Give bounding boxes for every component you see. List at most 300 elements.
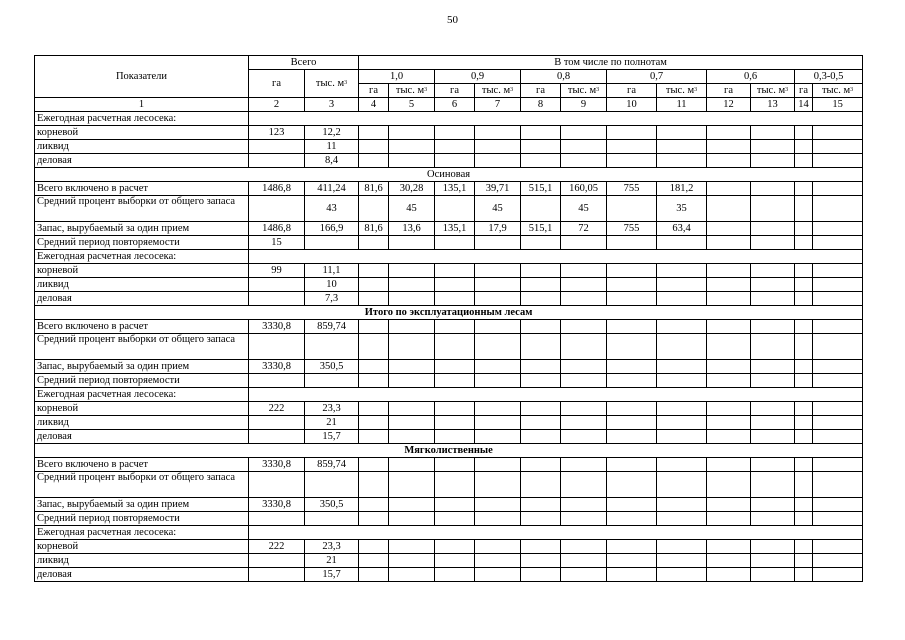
table-cell [751,402,795,416]
table-cell [249,374,305,388]
table-cell [607,568,657,582]
table-row [35,264,863,278]
table-cell [359,278,389,292]
table-cell [751,416,795,430]
table-cell [707,512,751,526]
table-cell: 23,3 [305,402,359,416]
table-cell [607,264,657,278]
unit-volume-3 [561,84,607,98]
table-cell [707,140,751,154]
table-cell [813,472,863,498]
table-cell [707,126,751,140]
table-cell [607,154,657,168]
header-by-density: В том числе по полнотам [359,56,863,70]
unit-ha-1: га [359,84,389,98]
table-row [35,182,863,196]
table-cell [249,154,305,168]
table-row [35,320,863,334]
header-density-3: 0,8 [521,70,607,84]
table-cell [561,292,607,306]
table-cell [435,236,475,250]
table-row [35,554,863,568]
row-label: Ежегодная расчетная лесосека: [35,112,249,126]
table-cell [359,402,389,416]
table-cell [707,182,751,196]
table-row [35,250,863,264]
table-cell [475,540,521,554]
table-cell [475,126,521,140]
table-cell [521,416,561,430]
unit-volume-text: тыс. м [567,84,597,96]
table-cell [521,292,561,306]
table-cell [389,540,435,554]
unit-volume-4 [657,84,707,98]
table-cell-empty [249,388,863,402]
table-cell [561,402,607,416]
table-cell [657,430,707,444]
table-row [35,472,863,498]
table-cell [435,554,475,568]
table-cell [795,512,813,526]
table-cell [751,126,795,140]
table-cell [561,126,607,140]
table-cell [475,430,521,444]
table-cell [389,264,435,278]
table-cell [657,402,707,416]
table-cell [475,154,521,168]
volume-unit-sup: 3 [344,79,348,86]
table-row [35,498,863,512]
table-cell [305,236,359,250]
table-row [35,196,863,222]
table-cell [607,140,657,154]
table-cell [475,320,521,334]
table-cell [521,430,561,444]
table-cell: 17,9 [475,222,521,236]
table-cell [751,430,795,444]
row-label: ликвид [35,416,249,430]
table-cell: 72 [561,222,607,236]
table-cell [751,568,795,582]
table-row [35,154,863,168]
table-cell [249,140,305,154]
table-cell [751,540,795,554]
row-label: Запас, вырубаемый за один прием [35,360,249,374]
table-cell [607,360,657,374]
table-cell: 7,3 [305,292,359,306]
table-cell: 135,1 [435,182,475,196]
column-number-13: 13 [751,98,795,112]
table-cell [707,416,751,430]
table-cell [607,458,657,472]
table-cell [607,320,657,334]
table-row [35,222,863,236]
table-cell [435,416,475,430]
table-cell: 35 [657,196,707,222]
table-row [35,430,863,444]
table-cell [813,196,863,222]
unit-volume-sup: 3 [850,86,854,93]
table-cell [521,498,561,512]
table-cell [475,292,521,306]
table-cell [389,334,435,360]
table-cell [249,334,305,360]
table-cell [389,320,435,334]
table-cell: 859,74 [305,458,359,472]
table-cell: 859,74 [305,320,359,334]
row-label: ликвид [35,554,249,568]
table-cell [657,416,707,430]
table-cell [359,498,389,512]
table-cell: 43 [305,196,359,222]
table-cell [707,196,751,222]
table-cell: 3330,8 [249,498,305,512]
table-row [35,360,863,374]
table-cell [249,472,305,498]
table-cell [475,472,521,498]
table-row [35,512,863,526]
column-number-3: 3 [305,98,359,112]
table-cell [707,334,751,360]
table-cell [795,334,813,360]
table-cell [475,554,521,568]
table-cell [435,320,475,334]
table-cell: 39,71 [475,182,521,196]
table-cell: 160,05 [561,182,607,196]
table-cell [751,360,795,374]
table-cell [359,334,389,360]
table-cell: 99 [249,264,305,278]
table-cell: 1486,8 [249,222,305,236]
table-cell [475,512,521,526]
table-cell [607,292,657,306]
table-cell [795,140,813,154]
table-cell [795,236,813,250]
table-cell [359,458,389,472]
table-cell [657,512,707,526]
table-cell [751,140,795,154]
table-cell [435,126,475,140]
row-label: деловая [35,292,249,306]
table-cell [475,334,521,360]
table-row [35,388,863,402]
table-cell [359,540,389,554]
table-cell [249,292,305,306]
table-cell [813,498,863,512]
table-cell [707,472,751,498]
table-cell [813,236,863,250]
column-number-1: 1 [35,98,249,112]
table-cell [521,402,561,416]
table-cell: 515,1 [521,222,561,236]
table-cell: 222 [249,540,305,554]
table-cell [435,154,475,168]
table-cell [607,374,657,388]
table-cell [305,374,359,388]
unit-volume-sup: 3 [596,86,600,93]
table-cell [435,472,475,498]
row-label: Средний период повторяемости [35,512,249,526]
table-row [35,526,863,540]
table-cell [359,554,389,568]
table-cell [795,360,813,374]
table-cell [813,568,863,582]
table-cell [707,360,751,374]
table-cell [389,360,435,374]
table-cell [561,154,607,168]
table-cell [359,568,389,582]
table-cell [707,540,751,554]
table-cell: 350,5 [305,360,359,374]
table-cell [359,126,389,140]
table-cell: 11 [305,140,359,154]
table-cell [657,292,707,306]
table-cell [521,374,561,388]
table-cell [751,236,795,250]
row-label: Ежегодная расчетная лесосека: [35,250,249,264]
table-cell [389,236,435,250]
table-cell [813,554,863,568]
table-cell: 3330,8 [249,458,305,472]
table-cell [657,360,707,374]
table-cell [435,278,475,292]
table-cell [795,292,813,306]
row-label: Средний период повторяемости [35,236,249,250]
section-row [35,306,863,320]
table-cell [795,540,813,554]
table-cell [475,278,521,292]
table-cell [561,360,607,374]
table-cell [389,512,435,526]
table-cell [795,222,813,236]
table-cell [435,374,475,388]
unit-volume-2 [475,84,521,98]
table-cell [475,416,521,430]
table-cell [521,472,561,498]
table-cell [795,416,813,430]
table-cell [359,140,389,154]
table-cell [795,154,813,168]
table-cell: 15,7 [305,568,359,582]
table-cell [657,374,707,388]
table-cell [795,374,813,388]
table-cell [813,360,863,374]
table-cell: 8,4 [305,154,359,168]
table-cell [249,196,305,222]
table-cell: 755 [607,182,657,196]
table-cell [521,334,561,360]
table-row [35,540,863,554]
table-cell: 755 [607,222,657,236]
table-cell [795,402,813,416]
table-cell-empty [249,112,863,126]
table-cell: 166,9 [305,222,359,236]
table-cell [813,334,863,360]
column-number-14: 14 [795,98,813,112]
table-cell [607,126,657,140]
table-cell [607,402,657,416]
table-cell [521,320,561,334]
table-cell [813,154,863,168]
table-cell [521,264,561,278]
table-cell [359,292,389,306]
unit-volume-text: тыс. м [756,84,786,96]
section-title: Мягколиственные [35,444,863,458]
column-number-8: 8 [521,98,561,112]
column-numbers-row [35,98,863,112]
table-cell [249,430,305,444]
table-cell [751,278,795,292]
table-cell [657,554,707,568]
table-cell [561,458,607,472]
row-label: Средний период повторяемости [35,374,249,388]
section-title: Осиновая [35,168,863,182]
table-cell [795,196,813,222]
table-cell [607,512,657,526]
table-cell [435,430,475,444]
unit-ha-2: га [435,84,475,98]
row-label: деловая [35,154,249,168]
table-cell [249,416,305,430]
table-cell [657,140,707,154]
table-cell: 30,28 [389,182,435,196]
table-cell [657,458,707,472]
table-cell [813,292,863,306]
table-cell [561,264,607,278]
table-cell: 81,6 [359,222,389,236]
header-row-1 [35,56,863,70]
table-cell [475,402,521,416]
table-cell [435,458,475,472]
table-cell [813,512,863,526]
row-label: Всего включено в расчет [35,320,249,334]
section-row [35,444,863,458]
table-cell [521,126,561,140]
table-cell [813,402,863,416]
table-cell [521,196,561,222]
unit-volume-text: тыс. м [395,84,425,96]
table-cell-empty [249,526,863,540]
table-row [35,402,863,416]
table-cell [707,320,751,334]
table-cell-empty [249,250,863,264]
table-cell [359,416,389,430]
row-label: ликвид [35,140,249,154]
table-cell [707,554,751,568]
table-cell [561,512,607,526]
table-cell [435,264,475,278]
table-cell [707,236,751,250]
column-number-12: 12 [707,98,751,112]
cutting-area-table [34,55,863,582]
table-cell [435,196,475,222]
table-cell: 45 [475,196,521,222]
row-label: деловая [35,430,249,444]
section-title: Итого по эксплуатационным лесам [35,306,863,320]
header-indicators: Показатели [35,56,249,98]
table-cell [657,540,707,554]
row-label: Средний процент выборки от общего запаса [35,196,249,222]
table-cell [607,278,657,292]
table-cell [751,334,795,360]
table-cell [249,278,305,292]
table-cell [305,472,359,498]
table-cell: 12,2 [305,126,359,140]
table-cell [657,278,707,292]
table-cell: 350,5 [305,498,359,512]
table-cell [751,472,795,498]
table-cell [521,278,561,292]
table-cell [475,140,521,154]
table-cell [389,458,435,472]
table-cell [389,154,435,168]
table-cell [813,430,863,444]
table-cell [707,154,751,168]
column-number-6: 6 [435,98,475,112]
table-cell [751,292,795,306]
table-cell: 81,6 [359,182,389,196]
column-number-5: 5 [389,98,435,112]
table-cell [751,498,795,512]
table-cell [389,498,435,512]
column-number-15: 15 [813,98,863,112]
table-cell [475,568,521,582]
table-cell [475,264,521,278]
table-cell [751,196,795,222]
row-label: корневой [35,540,249,554]
table-cell [561,278,607,292]
table-cell [657,334,707,360]
table-cell [561,236,607,250]
header-density-2: 0,9 [435,70,521,84]
row-label: Запас, вырубаемый за один прием [35,222,249,236]
unit-volume-sup: 3 [785,86,789,93]
table-cell [561,554,607,568]
table-row [35,278,863,292]
table-cell: 123 [249,126,305,140]
unit-volume-6 [813,84,863,98]
table-cell [521,512,561,526]
table-cell: 15 [249,236,305,250]
row-label: Запас, вырубаемый за один прием [35,498,249,512]
table-cell [751,512,795,526]
table-cell [813,126,863,140]
row-label: корневой [35,126,249,140]
row-label: Средний процент выборки от общего запаса [35,472,249,498]
table-cell [657,264,707,278]
table-cell [795,126,813,140]
table-cell [707,222,751,236]
unit-volume-text: тыс. м [821,84,851,96]
table-cell [751,554,795,568]
unit-volume-text: тыс. м [481,84,511,96]
table-cell [813,540,863,554]
table-cell [813,278,863,292]
table-cell: 15,7 [305,430,359,444]
table-cell [607,430,657,444]
table-cell: 515,1 [521,182,561,196]
table-cell [359,512,389,526]
table-cell [707,458,751,472]
table-cell [435,540,475,554]
table-cell [813,320,863,334]
table-cell [475,360,521,374]
table-cell [795,320,813,334]
table-cell: 45 [389,196,435,222]
table-cell [521,236,561,250]
table-cell: 411,24 [305,182,359,196]
table-cell [435,498,475,512]
